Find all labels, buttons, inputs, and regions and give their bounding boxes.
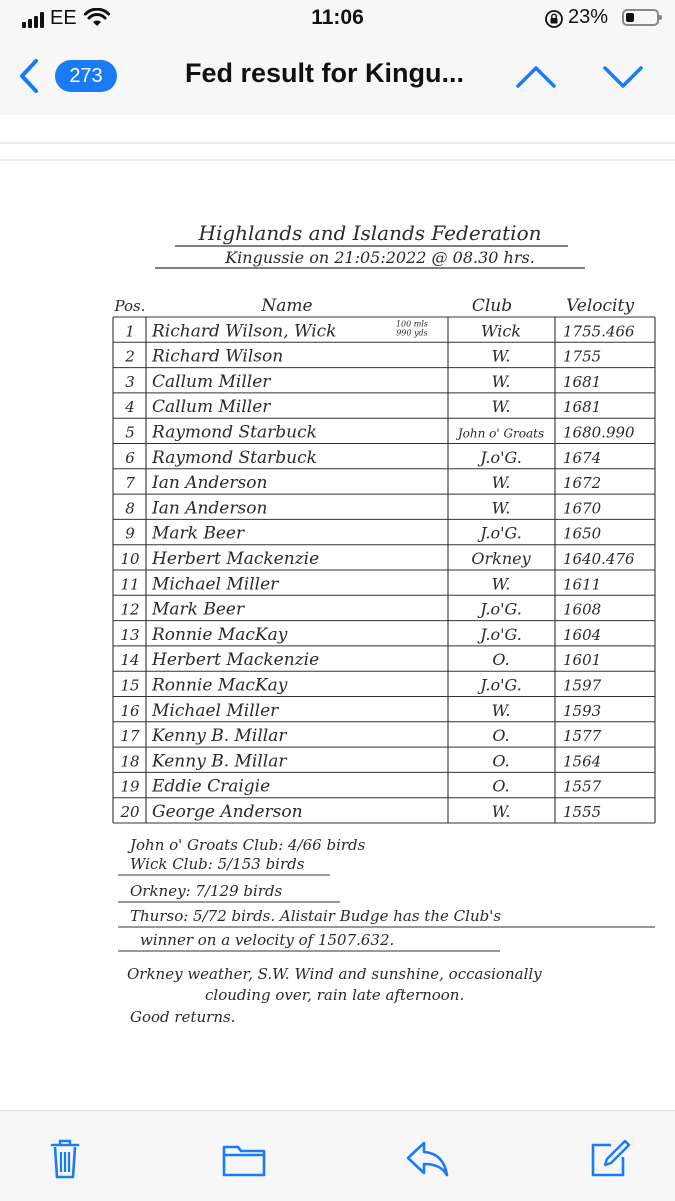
name-cell: Callum Miller [152, 397, 271, 418]
message-subject-title: Fed result for Kingu... [185, 58, 465, 88]
battery-icon [622, 9, 659, 26]
folder-icon[interactable] [219, 1133, 269, 1183]
note-line: clouding over, rain late afternoon. [205, 986, 465, 1004]
note-line: Orkney weather, S.W. Wind and sunshine, occasionally [127, 965, 542, 983]
carrier-name: EE [50, 7, 77, 29]
velocity-cell: 1601 [563, 651, 602, 670]
name-cell: Ronnie MacKay [152, 624, 288, 645]
position-cell: 14 [120, 651, 140, 670]
club-cell: W. [491, 700, 511, 720]
position-cell: 16 [120, 701, 140, 720]
velocity-cell: 1608 [563, 600, 602, 619]
bottom-toolbar [0, 1110, 675, 1201]
position-cell: 20 [120, 803, 140, 821]
club-cell: W. [491, 346, 511, 366]
velocity-cell: 1674 [563, 448, 602, 467]
club-cell: J.o'G. [480, 447, 522, 467]
position-cell: 2 [125, 347, 135, 366]
sheet-subtitle: Kingussie on 21:05:2022 @ 08.30 hrs. [225, 248, 535, 267]
name-cell: Callum Miller [152, 371, 271, 392]
header-name: Name [261, 296, 313, 316]
distance-note-yards: 990 yds [396, 328, 428, 338]
position-cell: 17 [120, 727, 140, 746]
table-row [120, 625, 601, 645]
table-row [120, 777, 601, 797]
club-cell: O. [492, 650, 510, 670]
table-row [125, 319, 635, 341]
club-cell: Orkney [471, 549, 531, 568]
name-cell: Michael Miller [152, 700, 279, 721]
velocity-cell: 1593 [563, 701, 602, 720]
velocity-cell: 1640.476 [563, 550, 635, 568]
position-cell: 19 [120, 777, 140, 796]
club-cell: J.o'G. [480, 675, 522, 695]
velocity-cell: 1681 [563, 398, 602, 417]
note-line: Orkney: 7/129 birds [130, 882, 283, 900]
note-line: Wick Club: 5/153 birds [130, 855, 305, 873]
note-line: Good returns. [130, 1008, 236, 1026]
results-table-grid [113, 317, 655, 823]
name-cell: George Anderson [152, 802, 303, 822]
table-row [120, 701, 601, 721]
velocity-cell: 1670 [563, 499, 602, 518]
table-row [120, 726, 601, 746]
velocity-cell: 1681 [563, 372, 602, 391]
message-body [0, 115, 675, 1110]
trash-icon[interactable] [40, 1133, 90, 1183]
name-cell: Richard Wilson [152, 346, 284, 367]
position-cell: 10 [120, 550, 140, 568]
name-cell: Ronnie MacKay [152, 675, 288, 696]
note-line: Thurso: 5/72 birds. Alistair Budge has the Club's [130, 907, 502, 925]
name-cell: Eddie Craigie [152, 776, 271, 797]
club-cell: J.o'G. [480, 599, 522, 619]
position-cell: 6 [125, 448, 135, 467]
table-row [120, 751, 601, 771]
table-row [125, 473, 601, 493]
table-row [120, 676, 601, 696]
battery-percent: 23% [568, 6, 609, 28]
reply-icon[interactable] [402, 1133, 452, 1183]
note-line: winner on a velocity of 1507.632. [140, 931, 395, 949]
table-row [120, 549, 635, 569]
velocity-cell: 1650 [563, 524, 602, 543]
velocity-cell: 1604 [563, 625, 602, 644]
table-row [120, 600, 601, 620]
club-cell: W. [491, 371, 511, 391]
name-cell: Herbert Mackenzie [152, 650, 320, 671]
position-cell: 1 [125, 322, 135, 341]
velocity-cell: 1564 [563, 752, 602, 771]
club-cell: W. [491, 498, 511, 518]
header-position: Pos. [114, 297, 146, 315]
scanned-result-sheet [0, 115, 675, 1110]
club-cell: J.o'G. [480, 624, 522, 644]
position-cell: 12 [120, 600, 140, 619]
position-cell: 4 [125, 398, 135, 417]
name-cell: Kenny B. Millar [152, 726, 287, 747]
position-cell: 15 [120, 676, 140, 695]
sheet-title: Highlands and Islands Federation [198, 221, 542, 245]
name-cell: Kenny B. Millar [152, 751, 287, 772]
position-cell: 18 [120, 752, 140, 771]
club-cell: W. [491, 473, 511, 493]
table-row [120, 574, 601, 594]
position-cell: 5 [125, 423, 135, 442]
velocity-cell: 1555 [563, 803, 602, 821]
header-velocity: Velocity [566, 296, 634, 316]
table-row [125, 423, 635, 443]
top-bar [0, 0, 675, 115]
next-message-chevron-down-icon[interactable] [601, 62, 645, 92]
club-cell: W. [491, 397, 511, 417]
position-cell: 11 [120, 575, 140, 594]
results-table [119, 319, 635, 822]
club-cell: O. [492, 751, 510, 771]
name-cell: Herbert Mackenzie [152, 549, 320, 569]
name-cell: Raymond Starbuck [152, 447, 317, 468]
name-cell: Ian Anderson [152, 473, 268, 494]
name-cell: Michael Miller [152, 574, 279, 595]
note-line: John o' Groats Club: 4/66 birds [130, 836, 366, 854]
name-cell: Mark Beer [152, 523, 245, 544]
velocity-cell: 1577 [563, 727, 602, 746]
club-cell: W. [491, 802, 511, 821]
name-cell: Raymond Starbuck [152, 422, 317, 443]
table-row [125, 524, 601, 544]
club-cell: O. [492, 776, 510, 796]
name-cell: Mark Beer [152, 599, 245, 620]
velocity-cell: 1597 [563, 676, 602, 695]
table-row [125, 372, 601, 392]
club-cell: W. [491, 574, 511, 594]
name-cell: Richard Wilson, Wick [152, 321, 337, 342]
club-cell: Wick [481, 321, 521, 341]
velocity-cell: 1755.466 [563, 322, 635, 341]
clock: 11:06 [311, 6, 364, 29]
unread-count-badge[interactable]: 273 [55, 60, 117, 92]
club-cell: O. [492, 726, 510, 746]
distance-note-miles: 100 mls [395, 319, 429, 329]
position-cell: 3 [125, 372, 135, 391]
velocity-cell: 1672 [563, 474, 602, 493]
velocity-cell: 1557 [563, 777, 602, 796]
header-club: Club [471, 296, 513, 316]
status-bar [0, 0, 675, 40]
table-row [120, 650, 601, 670]
result-notes [118, 836, 655, 1026]
velocity-cell: 1680.990 [563, 423, 635, 442]
previous-message-chevron-up-icon[interactable] [514, 62, 558, 92]
table-row [124, 347, 601, 367]
back-chevron-icon[interactable] [14, 57, 44, 95]
table-row [119, 802, 601, 822]
club-cell: J.o'G. [480, 523, 522, 543]
club-cell: John o' Groats [457, 426, 545, 441]
compose-icon[interactable] [585, 1133, 635, 1183]
velocity-cell: 1755 [563, 347, 602, 366]
position-cell: 7 [125, 474, 135, 493]
name-cell: Ian Anderson [152, 498, 268, 519]
velocity-cell: 1611 [563, 575, 602, 594]
position-cell: 8 [125, 499, 135, 518]
table-row [125, 448, 601, 468]
table-row [125, 498, 601, 518]
orientation-lock-icon [544, 9, 564, 29]
navigation-bar [0, 40, 675, 115]
position-cell: 13 [120, 625, 140, 644]
table-row [124, 397, 601, 417]
position-cell: 9 [125, 524, 135, 543]
